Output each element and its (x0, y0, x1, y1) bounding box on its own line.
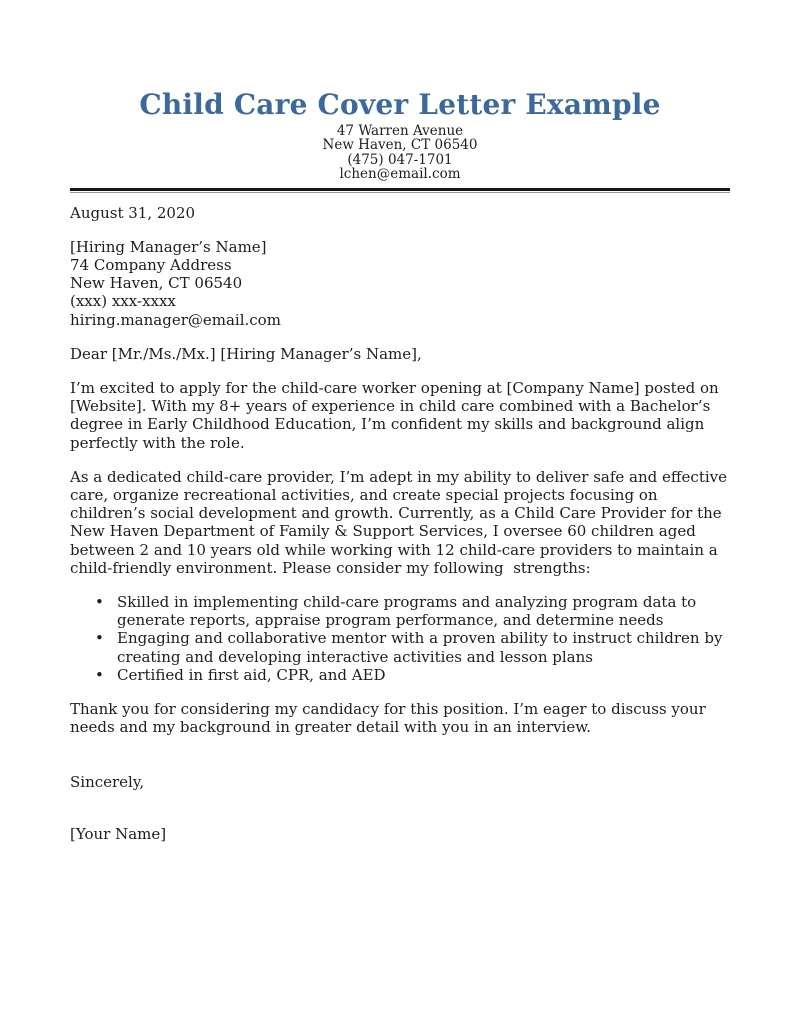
sender-phone: (475) 047-1701 (347, 151, 453, 168)
strength-item: • Engaging and collaborative mentor with a proven ability to instruct children by creating and developing interactive activities and lesson plans (70, 629, 730, 665)
strength-item: • Certified in first aid, CPR, and AED (70, 666, 730, 684)
recipient-address-block (70, 238, 730, 329)
sender-street: 47 Warren Avenue (336, 123, 464, 139)
intro-paragraph: I’m excited to apply for the child-care worker opening at [Company Name] posted on [Website]. With my 8+ years of experience in child care combined with a Bachelor’s degree in Early Childhood Education, I’m confident my skills and background align perfectly with the role. (70, 379, 724, 452)
recipient-street: 74 Company Address (70, 256, 232, 275)
letter-title: Child Care Cover Letter Example (139, 88, 661, 121)
closing-paragraph: Thank you for considering my candidacy for this position. I’m eager to discuss your needs and my background in greater detail with you in an interview. (70, 700, 711, 737)
letter-date: August 31, 2020 (70, 203, 196, 222)
experience-paragraph: As a dedicated child-care provider, I’m adept in my ability to deliver safe and effective care, organize recreational activities, and create special projects focusing on children’s social development and growth. Currently, as a Child Care Provider for the New Haven Department of Family & Support Services, I oversee 60 children aged between 2 and 10 years old while working with 12 child-care providers to maintain a child-friendly environment. Please consider my following strengths: (70, 467, 732, 577)
recipient-city-state-zip: New Haven, CT 06540 (70, 274, 243, 293)
recipient-email: hiring.manager@email.com (70, 310, 281, 329)
signoff: Sincerely, (70, 772, 145, 791)
strength-item: • Skilled in implementing child-care programs and analyzing program data to generate reports, appraise program performance, and determine needs (70, 593, 730, 629)
recipient-name: [Hiring Manager’s Name] (70, 237, 267, 256)
recipient-phone: (xxx) xxx-xxxx (70, 292, 176, 311)
sender-address-block (70, 124, 730, 182)
sender-city-state-zip: New Haven, CT 06540 (322, 137, 478, 154)
signature-placeholder: [Your Name] (70, 824, 167, 843)
strengths-bullet-list (70, 593, 730, 684)
header-divider-rule (70, 188, 730, 193)
salutation: Dear [Mr./Ms./Mx.] [Hiring Manager’s Name], (70, 344, 422, 363)
sender-email: lchen@email.com (339, 166, 461, 183)
